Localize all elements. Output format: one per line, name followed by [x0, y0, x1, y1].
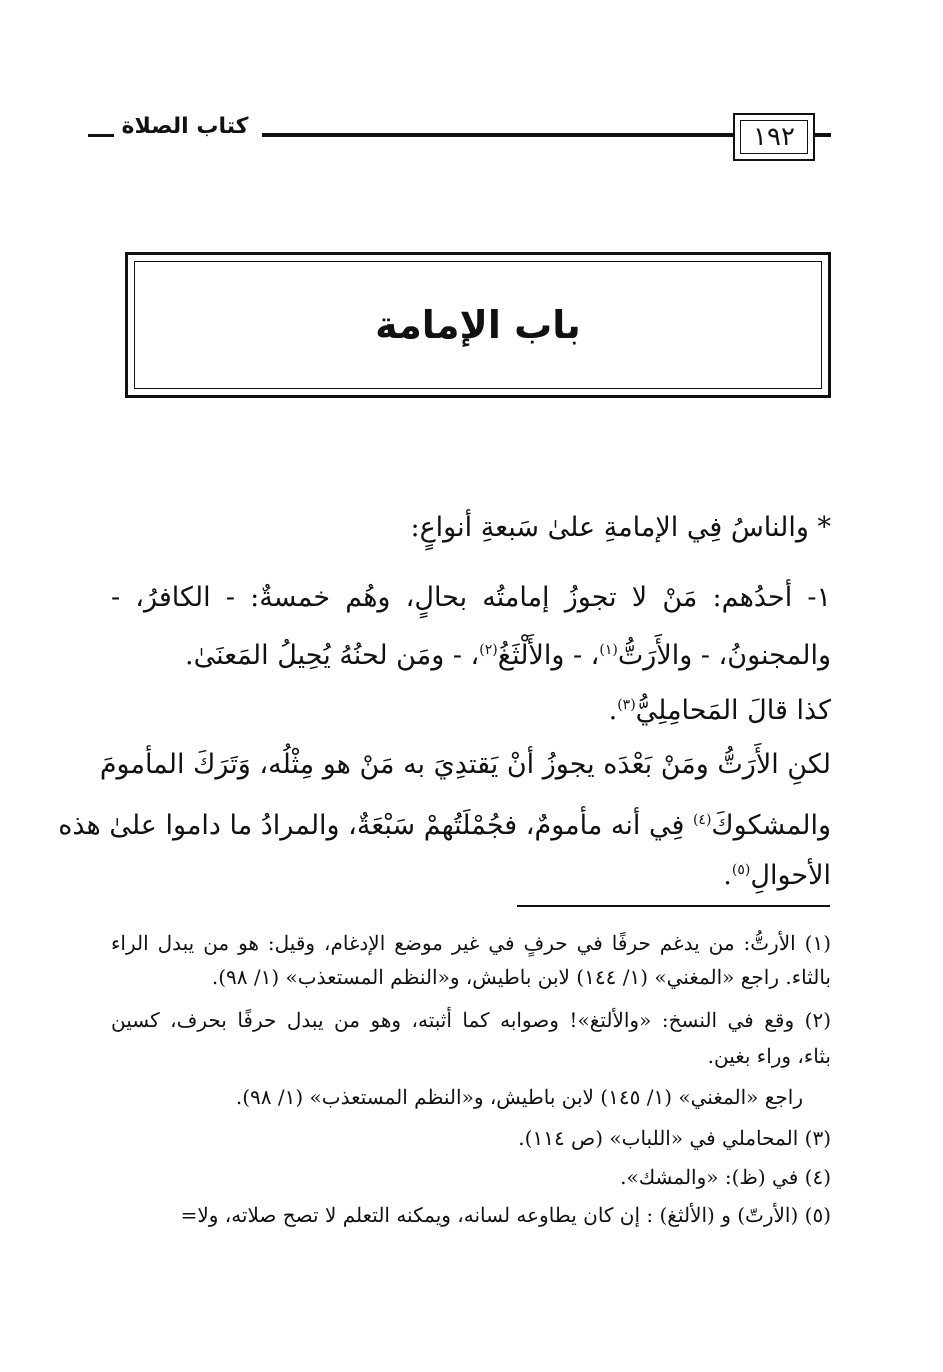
para3-line3-text-a: الأحوالِ — [750, 860, 831, 891]
footnote-4 — [111, 1162, 831, 1192]
footnote-ref-4: (٤) — [692, 812, 712, 828]
para3-line2-text-a: والمشكوكَ — [711, 810, 831, 841]
book-title: كتاب الصلاة — [121, 114, 249, 139]
para3-line3 — [111, 850, 831, 896]
item1-line2 — [111, 630, 831, 676]
chapter-heading-frame — [125, 252, 831, 398]
item1-line2-text-c: ، - ومَن لحنُهُ يُحِيلُ المَعنَىٰ. — [185, 640, 480, 671]
footnote-2-text-2: بثاء، وراء بغين. — [707, 1044, 831, 1068]
footnote-3-text: (٣) المحاملي في «اللباب» (ص ١١٤). — [518, 1126, 831, 1150]
intro-text: * والناسُ فِي الإمامةِ علىٰ سَبعةِ أنواعٍ: — [410, 512, 831, 543]
footnote-5 — [111, 1200, 831, 1230]
mahamili-text: كذا قالَ المَحامِلِيُّ — [635, 695, 831, 726]
footnote-1-text-2: بالثاء. راجع «المغني» (١/ ١٤٤) لابن باطيش، و«النظم المستعذب» (١/ ٩٨). — [211, 965, 831, 989]
footnote-1-line2 — [111, 962, 831, 992]
mahamili-end: . — [608, 695, 618, 726]
para3-line1 — [99, 745, 831, 785]
page-number-box — [733, 113, 815, 161]
para3-line2 — [58, 800, 831, 846]
footnote-2-text-3: راجع «المغني» (١/ ١٤٥) لابن باطيش، و«النظم المستعذب» (١/ ٩٨). — [235, 1085, 803, 1109]
footnote-1-text-1: (١) الأرتُّ: من يدغم حرفًا في حرفٍ في غير موضع الإدغام، وقيل: هو من يبدل الراء — [111, 931, 831, 955]
item1-line1-text: ١- أحدُهم: مَنْ لا تجوزُ إمامتُه بحالٍ، وهُم خمسةٌ: - الكافرُ، - — [111, 582, 831, 613]
footnote-4-text: (٤) في (ظ): «والمشك». — [620, 1165, 831, 1189]
footnote-3 — [111, 1123, 831, 1153]
item1-line1 — [111, 578, 831, 618]
item1-line2-text-b: ، - والأَلْثَغُ — [497, 640, 600, 671]
footnote-1-line1 — [111, 928, 831, 958]
header-dash — [88, 134, 114, 137]
item1-line2-text-a: والمجنونُ، - والأَرَتُّ — [617, 640, 831, 671]
page-number: ١٩٢ — [740, 120, 808, 154]
para3-line2-text-b: فِي أنه مأمومٌ، فجُمْلَتُهمْ سَبْعَةٌ، والمرادُ ما داموا علىٰ هذه — [58, 810, 693, 841]
chapter-heading-inner-frame — [134, 261, 822, 389]
header-rule-right — [815, 133, 831, 137]
header-rule-middle — [262, 133, 733, 137]
footnote-separator — [517, 905, 830, 907]
footnote-2-line1 — [111, 1005, 831, 1035]
footnote-ref-1: (١) — [599, 642, 618, 658]
footnote-2-line2 — [111, 1041, 831, 1071]
footnote-2-text-1: (٢) وقع في النسخ: «والألتغ»! وصوابه كما أثبته، وهو من يبدل حرفًا بحرف، كسين — [111, 1008, 831, 1032]
footnote-2-line3 — [111, 1082, 803, 1112]
mahamili-line — [111, 685, 831, 731]
chapter-title: باب الإمامة — [375, 303, 581, 347]
para3-line1-text: لكنِ الأَرَتُّ ومَنْ بَعْدَه يجوزُ أنْ يَقتدِيَ به مَنْ هو مِثْلُه، وَتَرَكَ المأمومَ — [99, 749, 831, 780]
footnote-ref-2: (٢) — [479, 642, 498, 658]
footnote-ref-5: (٥) — [731, 862, 751, 878]
footnote-ref-3: (٣) — [617, 697, 636, 713]
footnote-5-text: (٥) (الأرتّ) و (الألثغ) : إن كان يطاوعه لسانه، ويمكنه التعلم لا تصح صلاته، ولا= — [180, 1203, 831, 1227]
intro-line — [111, 508, 831, 548]
para3-line3-end: . — [723, 860, 732, 891]
